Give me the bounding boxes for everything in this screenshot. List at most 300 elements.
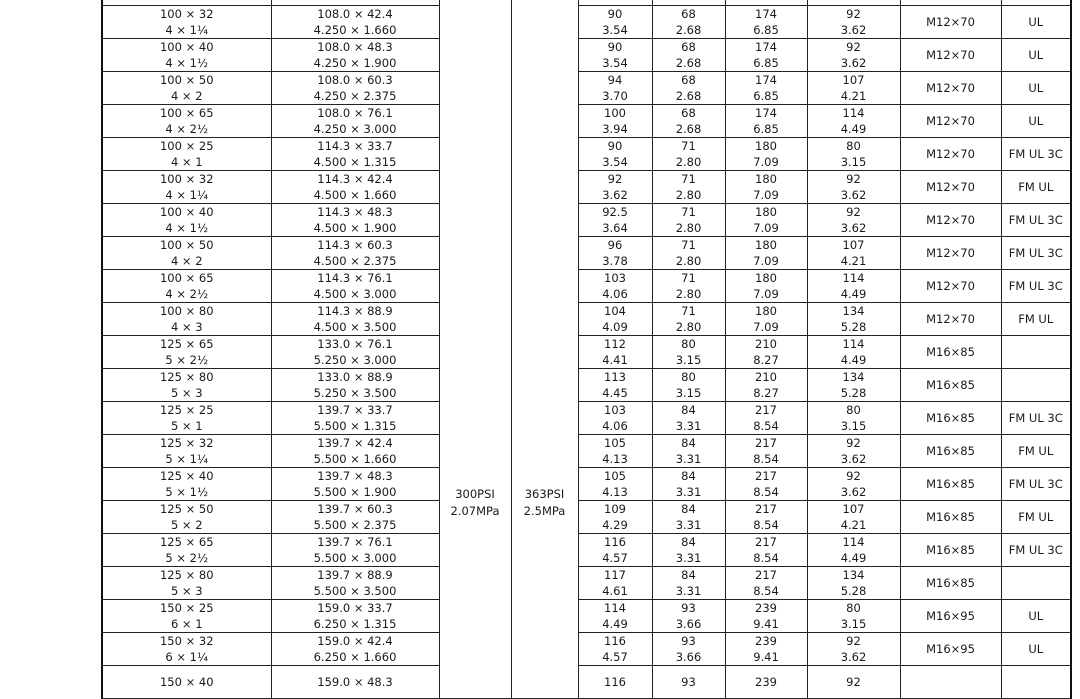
size-cell-line-1: 150 × 25 [159,601,214,615]
dim-c-cell-line-1: 174 [755,106,777,120]
od-cell-line-2: 4.250 × 1.660 [313,23,397,37]
dim-a-cell-line-2: 3.70 [602,89,628,103]
size-cell-line-1: 100 × 32 [159,172,214,186]
size-cell [102,171,271,204]
dim-b-cell-line-1: 71 [681,304,696,318]
dim-b-cell-line-1: 93 [681,675,696,689]
size-cell-line-2: 5 × 1¼ [165,452,209,466]
od-cell-line-1: 139.7 × 42.4 [317,436,393,450]
dim-c-cell-line-2: 9.41 [753,617,779,631]
od-cell-line-1: 114.3 × 88.9 [317,304,393,318]
size-cell [102,39,271,72]
od-cell-line-1: 114.3 × 33.7 [317,139,393,153]
od-cell-line-1: 114.3 × 76.1 [317,271,393,285]
size-cell-line-2: 6 × 1¼ [165,650,209,664]
table-row [102,600,1071,633]
dim-a-cell-line-2: 4.29 [602,518,628,532]
dim-c-cell [725,237,807,270]
dim-d-cell-line-1: 107 [842,238,865,252]
dim-b-cell-line-2: 3.31 [675,551,702,565]
dim-b-cell [652,633,725,666]
od-cell-line-2: 4.250 × 2.375 [313,89,397,103]
dim-c-cell-line-2: 7.09 [753,320,779,334]
bolt-cell: M12×70 [900,171,1001,204]
dim-c-cell-line-1: 174 [755,73,777,87]
bolt-cell: M16×95 [900,633,1001,666]
size-cell-line-2: 4 × 1½ [165,221,209,235]
od-cell-line-2: 6.250 × 1.315 [313,617,397,631]
dim-b-cell-line-1: 68 [681,73,696,87]
dim-c-cell-line-1: 217 [755,535,777,549]
bolt-cell: M16×85 [900,501,1001,534]
od-cell [271,666,439,699]
size-cell-line-1: 150 × 40 [159,675,214,689]
dim-c-cell-line-1: 180 [755,205,777,219]
od-cell [271,402,439,435]
dim-d-cell-line-1: 80 [846,139,861,153]
od-cell-line-2: 4.500 × 1.660 [313,188,397,202]
dim-a-cell [578,501,652,534]
dim-a-cell-line-1: 90 [607,139,623,153]
size-cell [102,138,271,171]
dim-c-cell-line-2: 6.85 [753,89,779,103]
cert-cell: FM UL [1001,171,1071,204]
cert-cell [1001,336,1071,369]
size-cell-line-1: 150 × 32 [159,634,214,648]
size-cell [102,72,271,105]
dim-d-cell-line-1: 92 [846,436,861,450]
cert-cell: UL [1001,39,1071,72]
od-cell [271,435,439,468]
dim-a-cell-line-2: 4.45 [602,386,628,400]
bolt-cell: M12×70 [900,39,1001,72]
bolt-cell: M12×70 [900,237,1001,270]
cert-cell [1001,369,1071,402]
dim-c-cell [725,369,807,402]
dim-c-cell-line-1: 217 [755,403,777,417]
dim-a-cell [578,534,652,567]
size-cell [102,336,271,369]
dim-c-cell-line-2: 8.54 [753,518,779,532]
size-cell-line-1: 125 × 80 [159,370,214,384]
od-cell-line-1: 133.0 × 76.1 [317,337,393,351]
dim-b-cell-line-2: 2.80 [675,287,702,301]
od-cell-line-2: 5.250 × 3.000 [313,353,397,367]
dim-b-cell-line-2: 3.31 [675,452,702,466]
size-cell-line-1: 125 × 80 [159,568,214,582]
dim-d-cell [807,501,900,534]
table-row [102,567,1071,600]
dim-d-cell-line-1: 114 [842,271,865,285]
dim-b-cell [652,171,725,204]
dim-c-cell [725,270,807,303]
dim-b-cell-line-1: 84 [681,568,696,582]
cert-cell: FM UL 3C [1001,204,1071,237]
dim-b-cell [652,303,725,336]
dim-c-cell [725,600,807,633]
bolt-cell: M12×70 [900,303,1001,336]
dim-c-cell-line-2: 8.54 [753,584,779,598]
dim-d-cell [807,39,900,72]
bolt-cell: M16×85 [900,336,1001,369]
od-cell [271,72,439,105]
table-row [102,534,1071,567]
dim-a-cell [578,600,652,633]
dim-b-cell [652,369,725,402]
working-pressure-cell [439,0,511,699]
dim-a-cell-line-2: 3.62 [602,188,628,202]
dim-b-cell [652,402,725,435]
od-cell-line-1: 139.7 × 33.7 [317,403,393,417]
dim-d-cell-line-1: 92 [846,469,861,483]
dim-b-cell-line-2: 3.15 [675,386,702,400]
size-cell-line-1: 100 × 65 [159,106,214,120]
cert-cell: FM UL 3C [1001,138,1071,171]
cert-cell: FM UL [1001,501,1071,534]
dim-c-cell-line-1: 210 [755,337,777,351]
dim-b-cell-line-1: 93 [681,634,696,648]
od-cell-line-1: 159.0 × 42.4 [317,634,393,648]
cert-cell: FM UL [1001,435,1071,468]
cert-cell: FM UL 3C [1001,402,1071,435]
dim-c-cell [725,105,807,138]
dim-a-cell [578,270,652,303]
size-cell-line-1: 100 × 50 [159,73,214,87]
dim-a-cell-line-2: 4.13 [602,452,628,466]
dim-b-cell-line-1: 84 [681,403,696,417]
size-cell-line-2: 5 × 3 [170,386,203,400]
od-cell-line-2: 4.500 × 2.375 [313,254,397,268]
bolt-cell: M16×95 [900,600,1001,633]
dim-a-cell-line-2: 3.64 [602,221,628,235]
dim-d-cell-line-1: 92 [846,675,861,689]
cert-cell: FM UL 3C [1001,237,1071,270]
dim-d-cell-line-2: 3.62 [840,56,867,70]
dim-a-cell-line-1: 103 [604,271,626,285]
dim-c-cell-line-2: 8.54 [753,419,779,433]
dim-c-cell-line-2: 6.85 [753,56,779,70]
size-cell [102,600,271,633]
size-cell-line-2: 4 × 1 [170,155,203,169]
od-cell [271,138,439,171]
dim-b-cell-line-2: 3.31 [675,518,702,532]
size-cell-line-1: 125 × 25 [159,403,214,417]
dim-d-cell-line-2: 3.15 [840,617,867,631]
dim-c-cell-line-1: 180 [755,304,777,318]
cert-cell: FM UL [1001,303,1071,336]
dim-c-cell-line-1: 239 [755,675,777,689]
dim-d-cell [807,138,900,171]
dim-a-cell-line-1: 94 [607,73,623,87]
cert-cell: FM UL 3C [1001,270,1071,303]
dim-c-cell [725,402,807,435]
dim-a-cell-line-1: 116 [604,634,626,648]
dim-b-cell [652,138,725,171]
dim-b-cell-line-1: 68 [681,40,696,54]
dim-c-cell-line-1: 174 [755,7,777,21]
od-cell-line-2: 6.250 × 1.660 [313,650,397,664]
dim-a-cell-line-1: 116 [604,535,626,549]
dim-c-cell [725,138,807,171]
table-row [102,435,1071,468]
od-cell [271,204,439,237]
dim-d-cell [807,600,900,633]
dim-a-cell-line-1: 114 [604,601,626,615]
dim-c-cell [725,303,807,336]
size-cell [102,402,271,435]
dim-b-cell-line-2: 3.66 [675,650,702,664]
size-cell-line-2: 6 × 1 [170,617,203,631]
dim-d-cell [807,237,900,270]
dim-d-cell-line-1: 92 [846,7,861,21]
dim-c-cell-line-1: 180 [755,271,777,285]
size-cell-line-2: 4 × 2½ [165,122,209,136]
dim-b-cell [652,105,725,138]
table-row [102,105,1071,138]
dim-a-cell-line-2: 3.54 [602,23,628,37]
dim-b-cell [652,600,725,633]
od-cell-line-2: 5.500 × 1.900 [313,485,397,499]
dim-a-cell [578,336,652,369]
size-cell [102,204,271,237]
size-cell-line-2: 4 × 1¼ [165,188,209,202]
od-cell-line-2: 5.500 × 2.375 [313,518,397,532]
dim-d-cell-line-1: 92 [846,40,861,54]
dim-d-cell [807,435,900,468]
size-cell [102,369,271,402]
od-cell [271,171,439,204]
dim-d-cell-line-2: 5.28 [840,386,867,400]
dim-d-cell-line-1: 114 [842,106,865,120]
dim-d-cell-line-2: 3.62 [840,23,867,37]
dim-b-cell [652,6,725,39]
od-cell-line-2: 5.500 × 3.000 [313,551,397,565]
dim-a-cell-line-1: 96 [607,238,623,252]
dim-a-cell-line-2: 4.49 [602,617,628,631]
dim-a-cell [578,237,652,270]
dim-c-cell [725,633,807,666]
size-cell [102,237,271,270]
dim-a-cell-line-2: 4.06 [602,287,628,301]
dim-a-cell-line-2: 3.94 [602,122,628,136]
od-cell-line-2: 5.250 × 3.500 [313,386,397,400]
dim-a-cell [578,303,652,336]
dim-c-cell [725,6,807,39]
working-pressure-psi: 300PSI [455,487,495,501]
dim-c-cell-line-1: 239 [755,634,777,648]
size-cell-line-1: 100 × 50 [159,238,214,252]
dim-a-cell-line-2: 4.09 [602,320,628,334]
size-cell-line-2: 5 × 3 [170,584,203,598]
dim-a-cell [578,666,652,699]
od-cell-line-2: 4.250 × 3.000 [313,122,397,136]
dim-c-cell-line-1: 210 [755,370,777,384]
dim-a-cell-line-1: 116 [604,675,626,689]
od-cell-line-1: 139.7 × 88.9 [317,568,393,582]
dim-d-cell [807,303,900,336]
dim-b-cell-line-2: 2.80 [675,320,702,334]
size-cell-line-1: 125 × 65 [159,535,214,549]
dim-d-cell [807,270,900,303]
size-cell-line-2: 4 × 3 [170,320,203,334]
dim-a-cell-line-1: 100 [604,106,626,120]
dim-c-cell-line-2: 6.85 [753,23,779,37]
dim-d-cell [807,72,900,105]
dim-d-cell [807,633,900,666]
dim-d-cell [807,468,900,501]
od-cell [271,468,439,501]
size-cell-line-2: 4 × 1¼ [165,23,209,37]
dim-a-cell-line-2: 4.13 [602,485,628,499]
od-cell [271,600,439,633]
size-cell [102,468,271,501]
dim-a-cell [578,435,652,468]
dim-b-cell-line-1: 80 [681,370,696,384]
od-cell [271,39,439,72]
dim-d-cell [807,567,900,600]
dim-d-cell-line-1: 92 [846,634,861,648]
dim-d-cell [807,666,900,699]
dim-b-cell-line-1: 71 [681,238,696,252]
size-cell-line-2: 5 × 2½ [165,551,209,565]
dim-a-cell [578,39,652,72]
size-cell [102,6,271,39]
dim-c-cell-line-2: 8.54 [753,551,779,565]
cert-cell: UL [1001,72,1071,105]
dim-a-cell [578,402,652,435]
od-cell [271,336,439,369]
cert-cell: UL [1001,600,1071,633]
size-cell-line-2: 4 × 2 [170,254,203,268]
dim-c-cell [725,435,807,468]
od-cell-line-1: 108.0 × 76.1 [317,106,393,120]
bolt-cell: M16×85 [900,468,1001,501]
table-row [102,39,1071,72]
dim-a-cell-line-2: 3.78 [602,254,628,268]
od-cell-line-1: 133.0 × 88.9 [317,370,393,384]
dim-a-cell-line-2: 4.57 [602,551,628,565]
dim-d-cell [807,402,900,435]
od-cell-line-2: 4.250 × 1.900 [313,56,397,70]
dim-d-cell-line-1: 92 [846,172,861,186]
dim-c-cell [725,171,807,204]
dim-b-cell-line-2: 2.68 [675,89,702,103]
dim-b-cell-line-1: 71 [681,139,696,153]
dim-c-cell [725,567,807,600]
dim-c-cell-line-1: 217 [755,469,777,483]
table-row [102,666,1071,699]
od-cell-line-1: 114.3 × 60.3 [317,238,393,252]
od-cell [271,303,439,336]
od-cell [271,270,439,303]
size-cell-line-2: 4 × 1½ [165,56,209,70]
size-cell-line-2: 4 × 2 [170,89,203,103]
dim-b-cell-line-1: 84 [681,502,696,516]
size-cell [102,567,271,600]
od-cell [271,369,439,402]
dim-b-cell-line-2: 2.68 [675,56,702,70]
dim-c-cell-line-1: 217 [755,436,777,450]
bolt-cell: M16×85 [900,435,1001,468]
bolt-cell: M12×70 [900,6,1001,39]
size-cell [102,435,271,468]
dim-c-cell-line-1: 180 [755,238,777,252]
dim-d-cell-line-2: 4.49 [840,287,867,301]
bolt-cell: M16×85 [900,534,1001,567]
od-cell [271,633,439,666]
size-cell-line-2: 5 × 1½ [165,485,209,499]
od-cell-line-2: 5.500 × 1.315 [313,419,397,433]
dim-a-cell [578,369,652,402]
od-cell [271,534,439,567]
bolt-cell: M12×70 [900,270,1001,303]
od-cell-line-2: 4.500 × 1.315 [313,155,397,169]
dim-d-cell [807,105,900,138]
dim-a-cell [578,468,652,501]
dim-c-cell [725,534,807,567]
dim-c-cell [725,666,807,699]
dim-b-cell-line-2: 2.80 [675,155,702,169]
table-row [102,270,1071,303]
working-pressure-mpa: 2.07MPa [450,504,500,518]
size-cell-line-1: 125 × 50 [159,502,214,516]
dim-a-cell-line-1: 104 [604,304,626,318]
dim-d-cell [807,171,900,204]
table-row [102,633,1071,666]
size-cell-line-1: 100 × 80 [159,304,214,318]
dim-a-cell-line-1: 92.5 [602,205,628,219]
size-cell [102,501,271,534]
bolt-cell: M12×70 [900,204,1001,237]
dim-a-cell [578,633,652,666]
dim-d-cell-line-2: 4.49 [840,353,867,367]
od-cell [271,105,439,138]
dim-d-cell-line-1: 114 [842,337,865,351]
dim-c-cell-line-2: 7.09 [753,188,779,202]
dim-a-cell-line-2: 4.61 [602,584,628,598]
dim-d-cell-line-2: 3.62 [840,221,867,235]
dim-c-cell [725,39,807,72]
dim-a-cell [578,171,652,204]
od-cell [271,501,439,534]
od-cell [271,237,439,270]
dim-a-cell [578,105,652,138]
size-cell-line-1: 100 × 32 [159,7,214,21]
dim-b-cell [652,567,725,600]
dim-a-cell-line-1: 105 [604,436,626,450]
dim-d-cell-line-2: 4.21 [840,89,867,103]
table-row [102,303,1071,336]
size-cell [102,633,271,666]
dim-a-cell-line-2: 3.54 [602,155,628,169]
size-cell-line-2: 5 × 2 [170,518,203,532]
dim-d-cell [807,369,900,402]
dim-a-cell-line-1: 92 [607,172,623,186]
cert-cell: UL [1001,6,1071,39]
dim-d-cell-line-2: 5.28 [840,584,867,598]
table-row [102,138,1071,171]
od-cell-line-1: 108.0 × 42.4 [317,7,393,21]
cert-cell [1001,666,1071,699]
dim-c-cell-line-2: 8.54 [753,485,779,499]
od-cell [271,567,439,600]
od-cell-line-1: 108.0 × 60.3 [317,73,393,87]
size-cell-line-1: 125 × 32 [159,436,214,450]
od-cell-line-2: 4.500 × 1.900 [313,221,397,235]
dim-b-cell [652,534,725,567]
dim-c-cell [725,468,807,501]
dim-d-cell [807,336,900,369]
